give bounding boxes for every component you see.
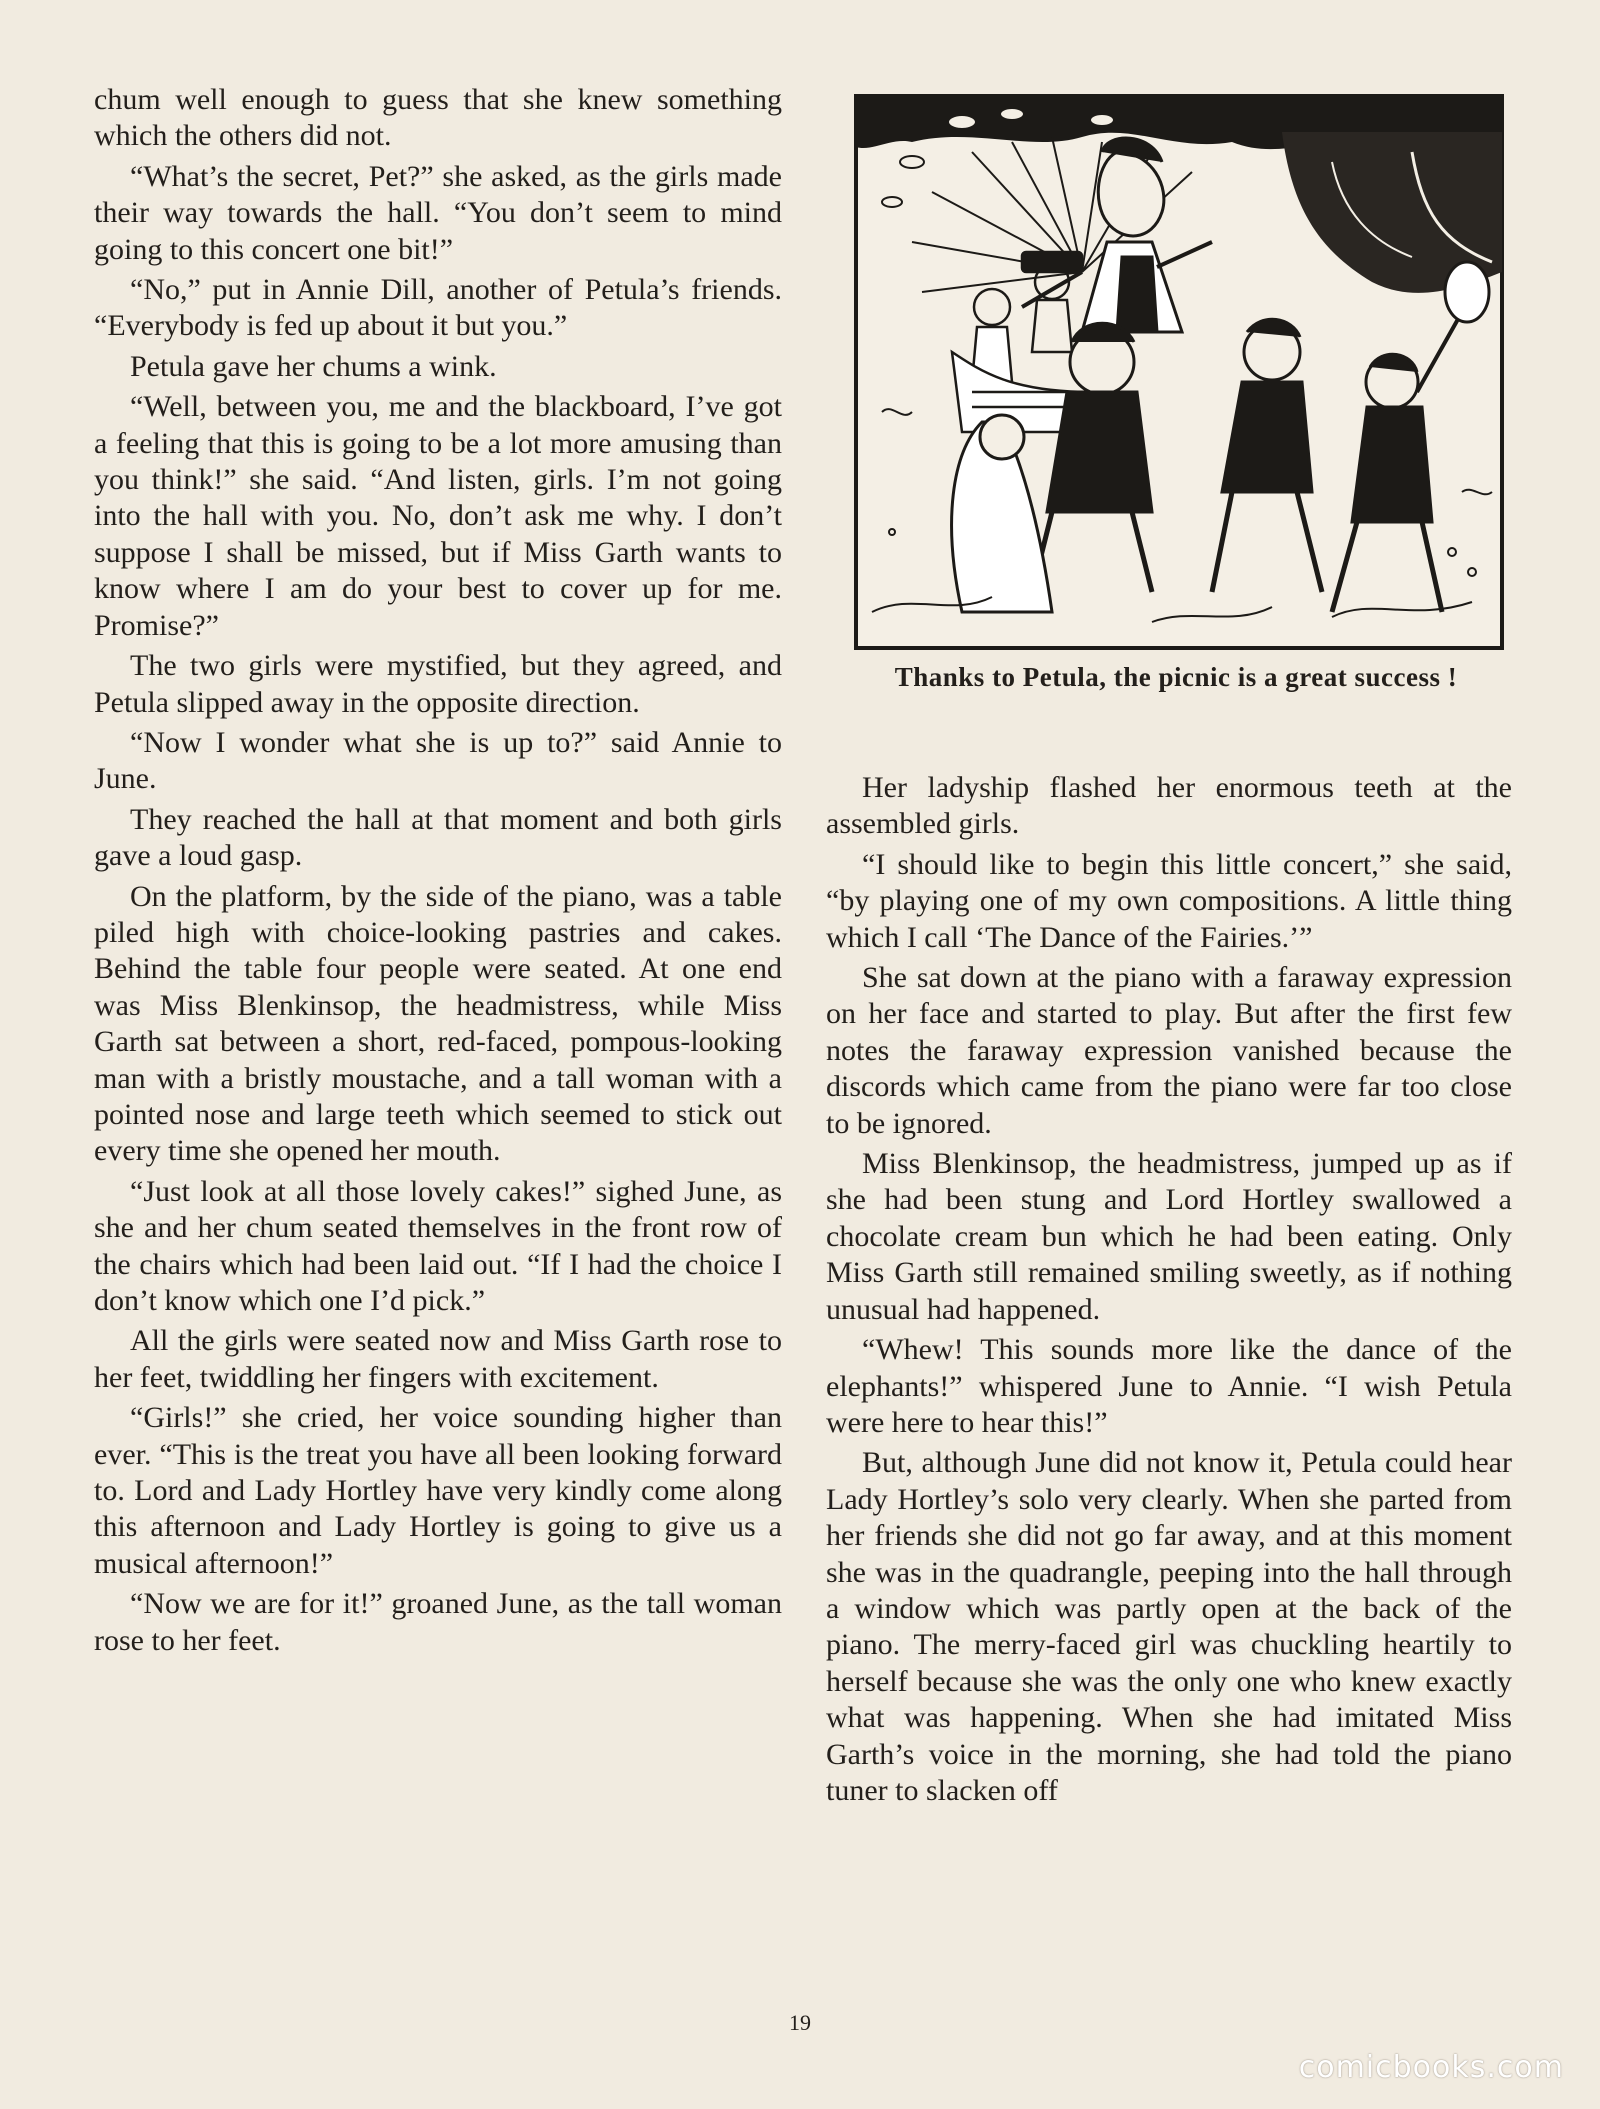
paragraph: On the platform, by the side of the piano, was a table piled high with choice-looking pastries and cakes. Behind the table four people were seated. At one end was Miss Blenkinsop, the headmistress, while Miss Garth sat between a short, red-faced, pompous-looking man with a bristly moustache, and a tall woman with a pointed nose and large teeth which seemed to stick out every time she opened her mouth. — [94, 879, 782, 1168]
paragraph: “What’s the secret, Pet?” she asked, as the girls made their way towards the hall. “You don’t seem to mind going to this concert one bit!” — [94, 159, 782, 266]
paragraph: “Girls!” she cried, her voice sounding higher than ever. “This is the treat you have all been looking forward to. Lord and Lady Hortley have very kindly come along this afternoon and Lady Hortley is going to give us a musical afternoon!” — [94, 1401, 782, 1580]
paragraph: All the girls were seated now and Miss Garth rose to her feet, twiddling her fingers with excitement. — [94, 1324, 782, 1394]
paragraph: “No,” put in Annie Dill, another of Petula’s friends. “Everybody is fed up about it but you.” — [94, 273, 782, 343]
watermark: comicbooks.com — [1298, 2050, 1564, 2085]
paragraph: “Now I wonder what she is up to?” said Annie to June. — [94, 725, 782, 796]
paragraph: “Well, between you, me and the blackboard, I’ve got a feeling that this is going to be a lot more amusing than you think!” she said. “And listen, girls. I’m not going into the hall with you. No, don’t ask me why. I don’t suppose I shall be missed, but if Miss Garth wants to know where I am do your best to cover up for me. Promise?” — [94, 390, 782, 642]
illustration-caption: Thanks to Petula, the picnic is a great success ! — [894, 662, 1458, 692]
paragraph: “I should like to begin this little concert,” she said, “by playing one of my own compositions. A little thing which I call ‘The Dance of the Fairies.’” — [826, 847, 1512, 954]
paragraph: Miss Blenkinsop, the headmistress, jumped up as if she had been stung and Lord Hortley swallowed a chocolate cream bun which he had been eating. Only Miss Garth still remained smiling sweetly, as if nothing unusual had happened. — [826, 1147, 1512, 1326]
picnic-illustration — [852, 92, 1506, 652]
paragraph: “Whew! This sounds more like the dance of the elephants!” whispered June to Annie. “I wish Petula were here to hear this!” — [826, 1333, 1512, 1439]
paragraph: But, although June did not know it, Petula could hear Lady Hortley’s solo very clearly. When she parted from her friends she did not go far away, and at this moment she was in the quadrangle, peeping into the hall through a window which was partly open at the back of the piano. The merry-faced girl was chuckling heartily to herself because she was the only one who knew exactly what was happening. When she had imitated Miss Garth’s voice in the morning, she had told the piano tuner to slacken off — [826, 1446, 1512, 1807]
page-number: 19 — [789, 2010, 811, 2035]
paragraph: “Now we are for it!” groaned June, as the tall woman rose to her feet. — [94, 1587, 782, 1657]
paragraph: “Just look at all those lovely cakes!” sighed June, as she and her chum seated themselves in the front row of the chairs which had been laid out. “If I had the choice I don’t know which one I’d pick.” — [94, 1174, 782, 1317]
right-text-column — [826, 770, 1512, 1813]
paragraph: The two girls were mystified, but they agreed, and Petula slipped away in the opposite direction. — [94, 649, 782, 719]
paragraph: Her ladyship flashed her enormous teeth at the assembled girls. — [826, 771, 1512, 841]
paragraph: Petula gave her chums a wink. — [130, 349, 497, 383]
paragraph: She sat down at the piano with a faraway expression on her face and started to play. But after the first few notes the faraway expression vanished because the discords which came from the piano were far too close to be ignored. — [826, 961, 1512, 1140]
left-text-column — [94, 82, 782, 1663]
paragraph: chum well enough to guess that she knew something which the others did not. — [94, 83, 782, 153]
paragraph: They reached the hall at that moment and both girls gave a loud gasp. — [94, 802, 782, 873]
picnic-drawing — [852, 92, 1506, 652]
